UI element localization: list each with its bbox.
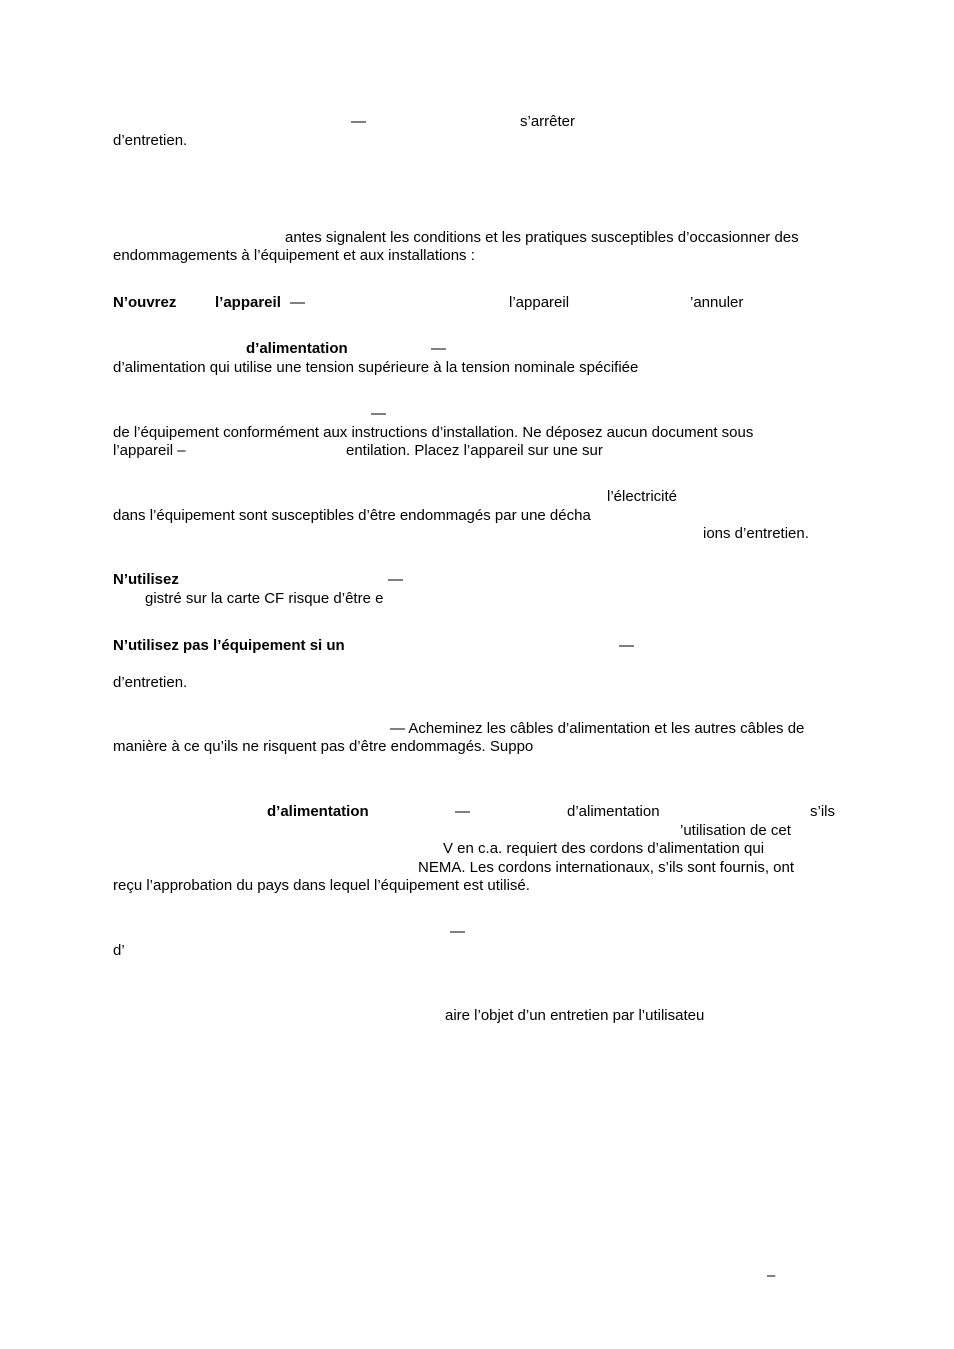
bold-heading-fragment: d’alimentation: [267, 803, 369, 820]
text-fragment: V en c.a. requiert des cordons d’alimentation qui: [443, 840, 765, 857]
text-fragment: NEMA. Les cordons internationaux, s’ils sont fournis, ont: [418, 859, 795, 876]
text-fragment: reçu l’approbation du pays dans lequel l’équipement est utilisé.: [113, 877, 530, 894]
bold-heading-fragment: N’utilisez: [113, 571, 179, 588]
text-fragment: endommagements à l’équipement et aux installations :: [113, 247, 475, 264]
bold-heading-fragment: N’utilisez pas l’équipement si un: [113, 637, 345, 654]
text-fragment: —: [290, 294, 305, 311]
text-fragment: —: [450, 923, 465, 940]
text-fragment: l’électricité: [607, 488, 678, 505]
text-fragment: —: [371, 405, 386, 422]
page-footer-mark: –: [767, 1267, 776, 1284]
text-fragment: gistré sur la carte CF risque d’être e: [145, 590, 384, 607]
bold-heading-fragment: N’ouvrez: [113, 294, 177, 311]
text-fragment: ions d’entretien.: [703, 525, 809, 542]
text-fragment: —: [388, 571, 403, 588]
text-fragment: — Acheminez les câbles d’alimentation et les autres câbles de: [390, 720, 805, 737]
text-fragment: entilation. Placez l’appareil sur une sur: [346, 442, 603, 459]
text-fragment: d’alimentation qui utilise une tension supérieure à la tension nominale spécifiée: [113, 359, 639, 376]
text-fragment: d’entretien.: [113, 132, 188, 149]
text-fragment: s’ils: [810, 803, 835, 820]
bold-heading-fragment: d’alimentation: [246, 340, 348, 357]
text-fragment: dans l’équipement sont susceptibles d’être endommagés par une décha: [113, 507, 591, 524]
text-fragment: s’arrêter: [520, 113, 576, 130]
text-fragment: —: [619, 637, 634, 654]
text-fragment: de l’équipement conformément aux instructions d’installation. Ne déposez aucun document sous: [113, 424, 754, 441]
text-fragment: ’utilisation de cet: [680, 822, 791, 839]
text-fragment: —: [455, 803, 470, 820]
text-fragment: d’: [113, 942, 125, 959]
text-fragment: l’appareil –: [113, 442, 186, 459]
text-fragment: d’alimentation: [567, 803, 660, 820]
text-fragment: —: [431, 340, 446, 357]
text-fragment: ’annuler: [690, 294, 744, 311]
text-fragment: manière à ce qu’ils ne risquent pas d’être endommagés. Suppo: [113, 738, 534, 755]
text-fragment: —: [351, 113, 366, 130]
bold-heading-fragment: l’appareil: [215, 294, 281, 311]
text-fragment: d’entretien.: [113, 674, 188, 691]
text-fragment: antes signalent les conditions et les pratiques susceptibles d’occasionner des: [285, 229, 799, 246]
text-fragment: aire l’objet d’un entretien par l’utilisateu: [445, 1007, 705, 1024]
text-fragment: l’appareil: [509, 294, 570, 311]
